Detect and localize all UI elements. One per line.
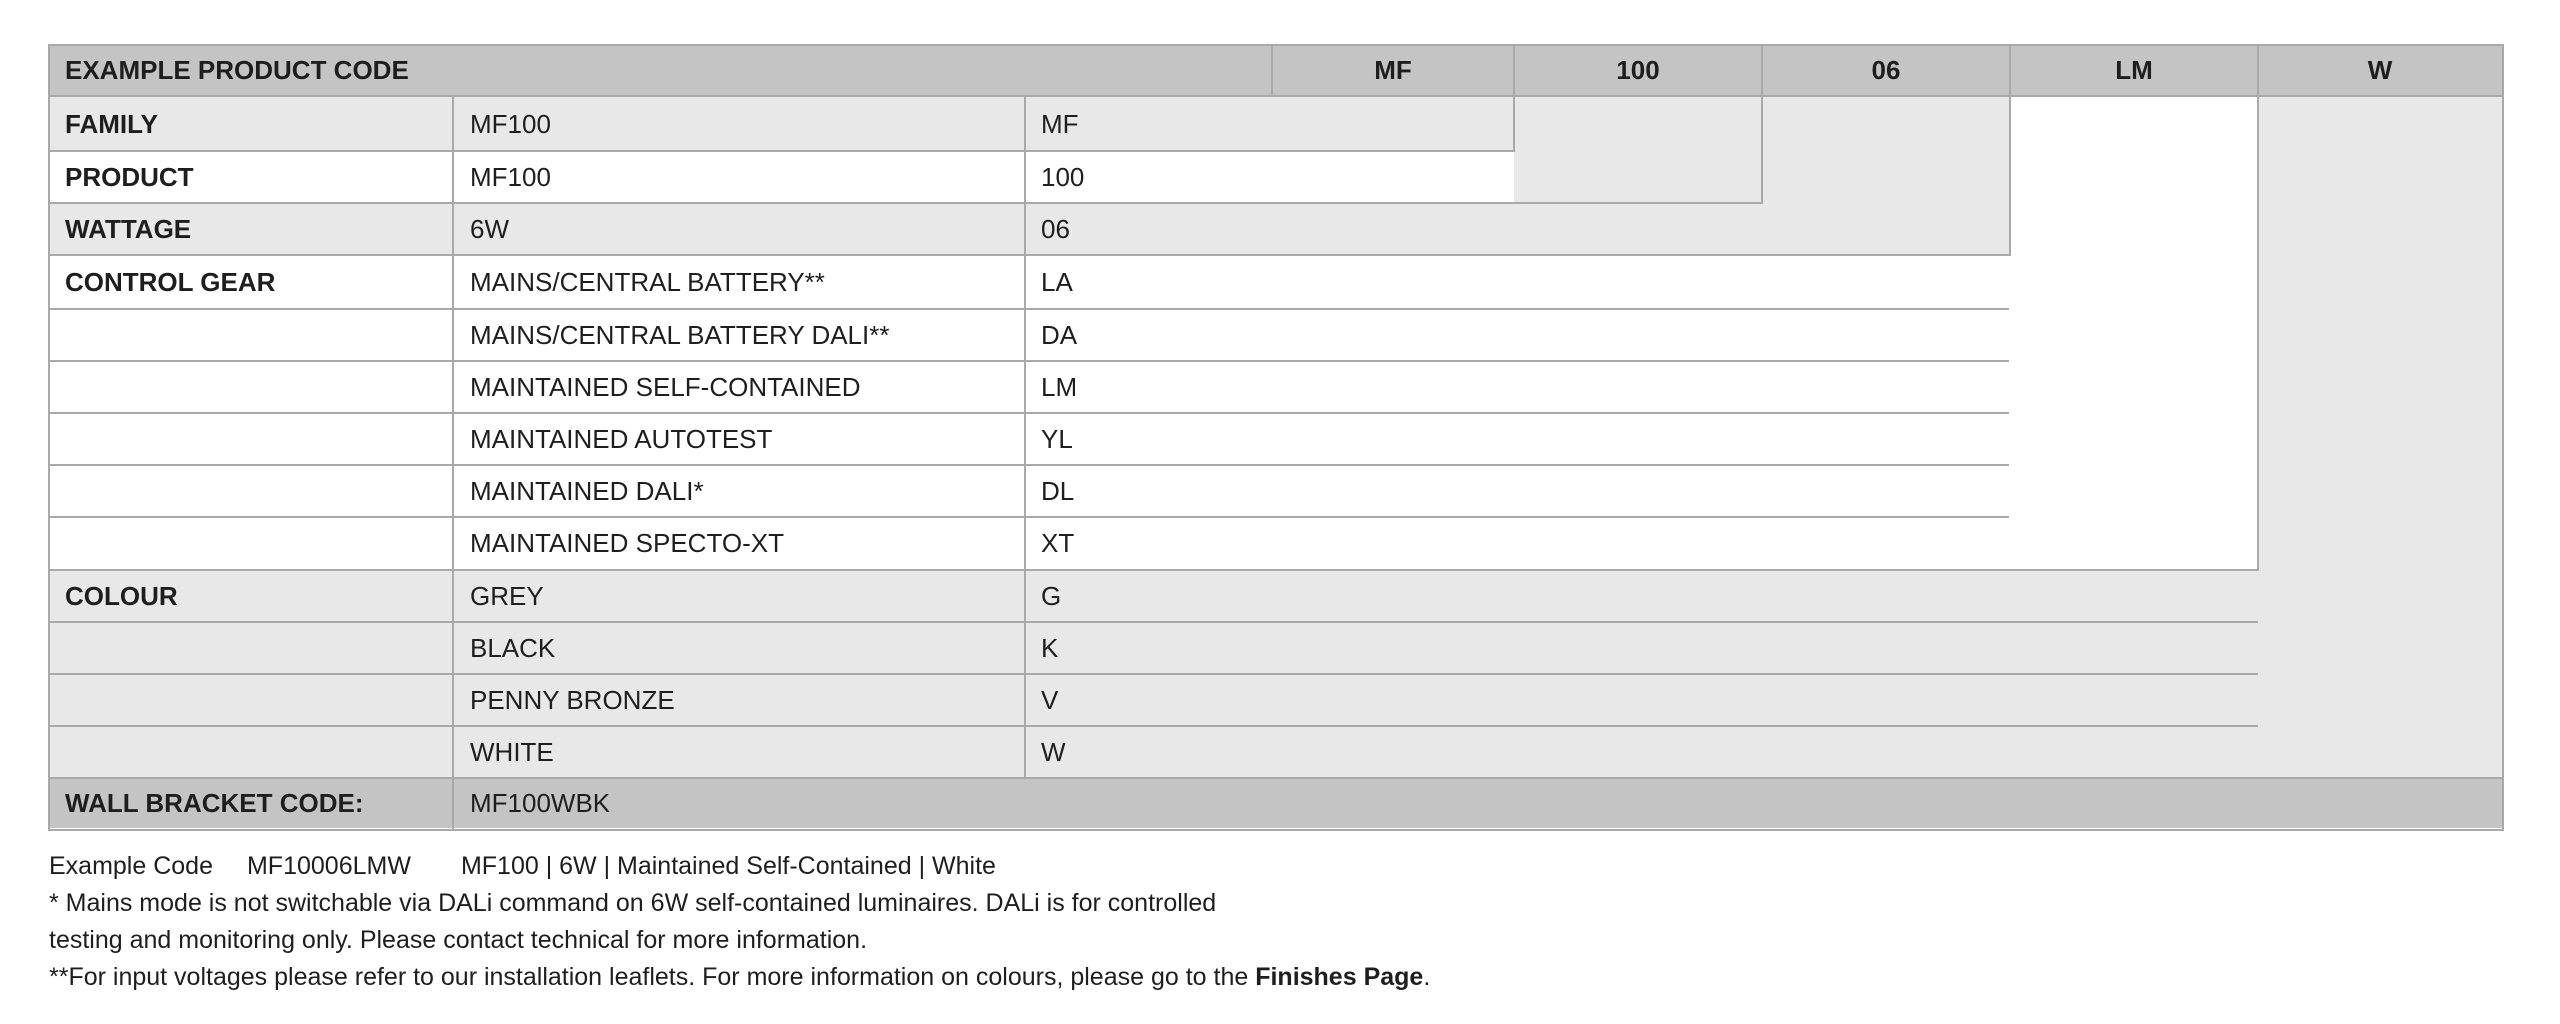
wattage-value: 6W [470, 213, 509, 244]
v-rule [1271, 44, 1273, 96]
header-code-product: 100 [1514, 45, 1762, 96]
v-rule [2009, 44, 2011, 96]
finishes-page-link[interactable]: Finishes Page [1255, 963, 1424, 991]
colour-rule [1025, 673, 2258, 675]
footnote-dali-line-2: testing and monitoring only. Please contact technical for more information. [49, 926, 868, 954]
control-gear-rule [1025, 308, 2009, 310]
colour-option: PENNY BRONZE [470, 684, 675, 715]
product-code: 100 [1041, 161, 1085, 192]
v-rule [1761, 96, 1763, 204]
colour-option: BLACK [470, 632, 556, 663]
header-label: EXAMPLE PRODUCT CODE [49, 45, 1272, 96]
control-gear-rule [1025, 516, 2009, 518]
family-value: MF100 [470, 108, 551, 139]
v-rule [2009, 96, 2011, 256]
h-rule [49, 777, 1025, 779]
wattage-code: 06 [1041, 213, 1070, 244]
wattage-step-rule [1025, 254, 2011, 256]
colour-code: G [1041, 580, 1062, 611]
footnote-voltage-text: **For input voltages please refer to our installation leaflets. For more information on colours, please go to the [49, 963, 1256, 991]
colour-label: COLOUR [65, 580, 178, 611]
wattage-label: WATTAGE [65, 213, 192, 244]
table-bottom-border [49, 829, 2504, 831]
h-rule [49, 202, 1025, 204]
control-gear-rule [1025, 412, 2009, 414]
h-rule [49, 621, 1025, 623]
control-gear-option: MAINTAINED SPECTO-XT [470, 528, 784, 558]
v-rule [1513, 44, 1515, 96]
h-rule [49, 360, 1025, 362]
control-gear-option: MAINTAINED AUTOTEST [470, 423, 773, 454]
table-right-border [2502, 44, 2504, 831]
colour-code: K [1041, 632, 1059, 663]
wall-bracket-label: WALL BRACKET CODE: [65, 787, 364, 818]
header-code-control-gear: LM [2010, 45, 2258, 96]
value-column-rule [1024, 96, 1026, 778]
label-column-rule [452, 96, 454, 831]
h-rule [49, 725, 1025, 727]
product-value: MF100 [470, 161, 551, 192]
control-gear-rule [1025, 360, 2009, 362]
control-gear-code: YL [1041, 423, 1073, 454]
control-gear-option: MAINS/CENTRAL BATTERY** [470, 266, 825, 297]
wall-bracket-value: MF100WBK [470, 787, 611, 818]
h-rule [49, 673, 1025, 675]
colour-rule [1025, 621, 2258, 623]
colour-end-rule [1025, 777, 2504, 779]
example-code-label: Example Code [49, 852, 213, 880]
v-rule [2257, 96, 2259, 571]
header-code-wattage: 06 [1762, 45, 2010, 96]
control-gear-option: MAINTAINED SELF-CONTAINED [470, 371, 861, 402]
example-code-value: MF10006LMW [246, 852, 411, 880]
control-gear-label: CONTROL GEAR [65, 266, 276, 297]
control-gear-code: LA [1041, 266, 1073, 297]
footnote-voltage-end: . [1423, 963, 1431, 991]
control-gear-rule [1025, 464, 2009, 466]
h-rule [49, 308, 1025, 310]
v-rule [2257, 44, 2259, 96]
header-code-colour: W [2258, 45, 2502, 96]
control-gear-option: MAINS/CENTRAL BATTERY DALI** [470, 319, 890, 350]
control-gear-code: DL [1041, 475, 1075, 506]
control-gear-option: MAINTAINED DALI* [470, 475, 704, 506]
footnotes [49, 848, 1430, 996]
h-rule [49, 464, 1025, 466]
colour-code: V [1041, 684, 1059, 715]
control-gear-code: LM [1041, 371, 1078, 402]
header-bottom-rule [49, 95, 2504, 97]
control-gear-end-rule [1025, 569, 2259, 571]
control-gear-code: DA [1041, 319, 1078, 350]
colour-code-band [2258, 97, 2502, 570]
h-rule [49, 516, 1025, 518]
family-step-rule [1025, 150, 1515, 152]
footnote-voltage [49, 959, 1430, 996]
family-code: MF [1041, 108, 1079, 139]
table-left-border [48, 44, 50, 831]
colour-option: GREY [470, 580, 544, 611]
v-rule [1513, 96, 1515, 152]
colour-option: WHITE [470, 736, 554, 767]
product-label: PRODUCT [65, 161, 194, 192]
v-rule [1761, 44, 1763, 96]
colour-rule [1025, 725, 2258, 727]
product-step-rule [1025, 202, 1763, 204]
example-code-line [49, 848, 1430, 885]
h-rule [49, 254, 1025, 256]
header-code-family: MF [1272, 45, 1514, 96]
h-rule [49, 412, 1025, 414]
h-rule [49, 150, 1025, 152]
example-code-description: MF100 | 6W | Maintained Self-Contained | White [460, 852, 996, 880]
footnote-dali-line-1: * Mains mode is not switchable via DALi command on 6W self-contained luminaires. DALi is for controlled [49, 889, 1217, 917]
colour-code: W [1041, 736, 1066, 767]
control-gear-code: XT [1041, 528, 1075, 558]
table-top-border [49, 44, 2504, 46]
h-rule [49, 569, 1025, 571]
family-label: FAMILY [65, 108, 158, 139]
